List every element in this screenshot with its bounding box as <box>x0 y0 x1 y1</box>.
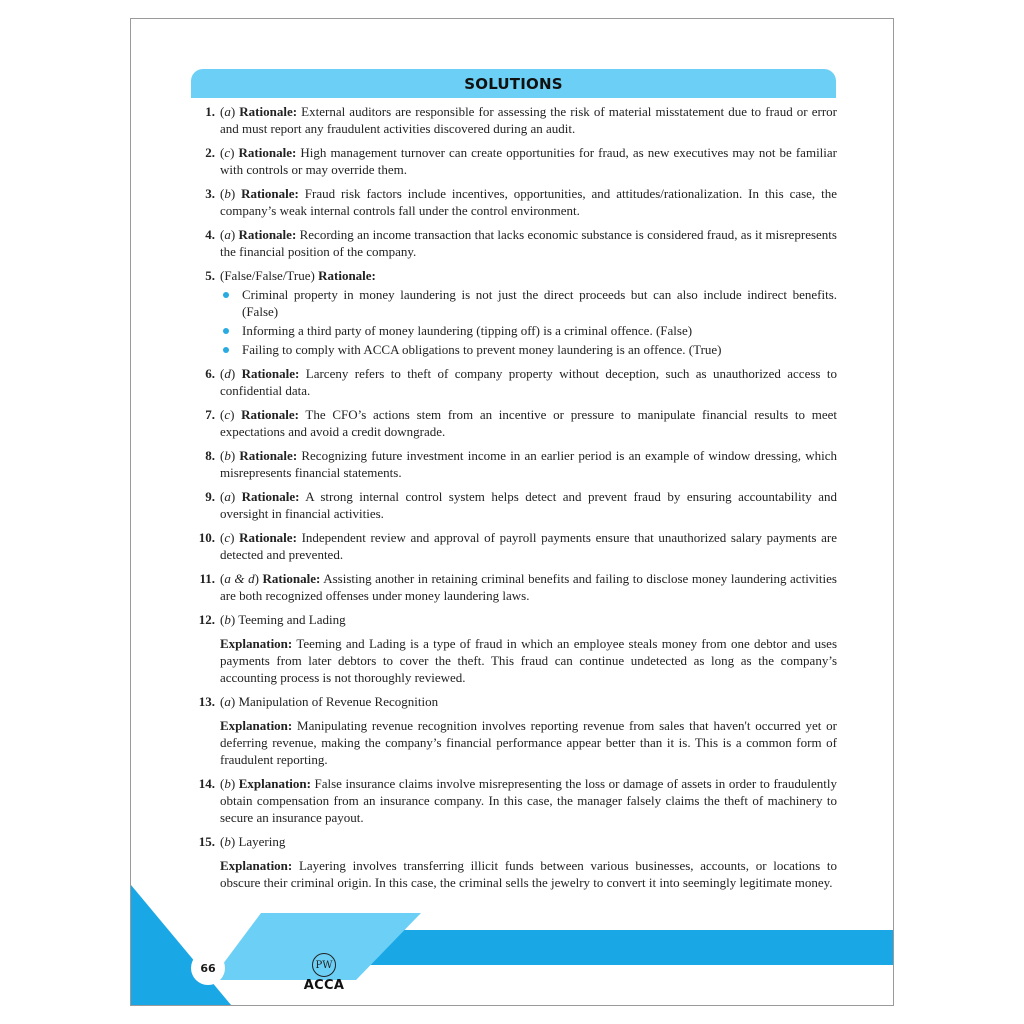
rationale-label: Rationale: <box>262 571 321 586</box>
bullet-dot-icon <box>223 347 229 353</box>
rationale-label: Rationale: <box>318 268 376 283</box>
answer-prefix: (False/False/True) <box>220 268 319 283</box>
answer-option: b <box>224 776 231 791</box>
acca-logo <box>301 953 347 993</box>
explanation-text: Teeming and Lading is a type of fraud in which an employee steals money from one debtor and uses payments from later debtors to cover the theft. This fraud can continue undetected as long as the company’s accounting process is not thoroughly reviewed. <box>220 636 837 685</box>
item-text: Teeming and Lading <box>235 612 346 627</box>
item-number: 2. <box>205 145 215 160</box>
explanation-text: Layering involves transferring illicit funds between various businesses, accounts, or locations to obscure their criminal origin. In this case, the criminal sells the jewelry to convert it into seemingly legitimate money. <box>220 858 837 890</box>
bullet-text: Informing a third party of money laundering (tipping off) is a criminal offence. (False) <box>242 323 693 338</box>
bullet-text: Criminal property in money laundering is not just the direct proceeds but can also include indirect benefits. (False) <box>242 287 837 319</box>
answer-option: c <box>224 530 231 545</box>
solution-item: 1. (a) Rationale: External auditors are responsible for assessing the risk of material misstatement due to fraud or error and must report any fraudulent activities discovered during an audit. <box>131 103 894 137</box>
item-number: 13. <box>198 694 215 709</box>
bullet-text: Failing to comply with ACCA obligations to prevent money laundering is an offence. (True) <box>242 342 722 357</box>
answer-option: b <box>224 612 231 627</box>
bullet-item <box>220 286 837 320</box>
footer-title-band <box>361 930 894 965</box>
item-number: 10. <box>198 530 215 545</box>
pw-logo-icon: PW <box>312 953 336 977</box>
item-text: False insurance claims involve misrepresenting the loss or damage of assets in order to fraudulently obtain compensation from an insurance company. In this case, the manager falsely claims the theft of machinery to secure an insurance payout. <box>220 776 837 825</box>
item-text: Independent review and approval of payroll payments ensure that unauthorized salary payments are detected and prevented. <box>220 530 837 562</box>
item-number: 1. <box>205 104 215 119</box>
item-text: A strong internal control system helps detect and prevent fraud by ensuring accountability and oversight in financial activities. <box>220 489 837 521</box>
item-number: 6. <box>205 366 215 381</box>
rationale-label: Rationale: <box>241 407 299 422</box>
bullet-item <box>220 341 837 358</box>
answer-option: a <box>224 694 231 709</box>
item-number: 15. <box>198 834 215 849</box>
item-number: 4. <box>205 227 215 242</box>
solution-item: 14. (b) Explanation: False insurance claims involve misrepresenting the loss or damage of assets in order to fraudulently obtain compensation from an insurance company. In this case, the manager falsely claims the theft of machinery to secure an insurance payout. <box>131 775 894 826</box>
item-text: Layering <box>235 834 286 849</box>
item-number: 12. <box>198 612 215 627</box>
answer-option: a <box>224 227 231 242</box>
item-text: Fraud risk factors include incentives, opportunities, and attitudes/rationalization. In this case, the company’s weak internal controls fall under the control environment. <box>220 186 837 218</box>
solution-item: 6. (d) Rationale: Larceny refers to theft of company property without deception, such as unauthorized access to confidential data. <box>131 365 894 399</box>
explanation-label: Explanation: <box>220 718 293 733</box>
answer-option: c <box>224 407 231 422</box>
explanation <box>220 635 837 686</box>
rationale-label: Rationale: <box>241 366 300 381</box>
bullet-dot-icon <box>223 292 229 298</box>
header-title: SOLUTIONS <box>464 74 563 93</box>
rationale-label: Rationale: <box>239 104 298 119</box>
item-text: Recording an income transaction that lacks economic substance is considered fraud, as it misrepresents the financial position of the company. <box>220 227 837 259</box>
solution-item <box>131 267 894 358</box>
answer-option: b <box>224 448 231 463</box>
solution-item: 12. (b) Teeming and Lading Explanation: Teeming and Lading is a type of fraud in which an employee steals money from one debtor and uses payments from later debtors to cover the theft. This fraud can continue undetected as long as the company’s accounting process is not thoroughly reviewed. <box>131 611 894 686</box>
item-text: Larceny refers to theft of company property without deception, such as unauthorized access to confidential data. <box>220 366 837 398</box>
item-number: 3. <box>205 186 215 201</box>
solution-item: 4. (a) Rationale: Recording an income transaction that lacks economic substance is considered fraud, as it misrepresents the financial position of the company. <box>131 226 894 260</box>
rationale-label: Rationale: <box>241 186 299 201</box>
answer-option: d <box>224 366 231 381</box>
rationale-label: Rationale: <box>239 530 297 545</box>
solution-item: 3. (b) Rationale: Fraud risk factors include incentives, opportunities, and attitudes/rationalization. In this case, the company’s weak internal controls fall under the control environment. <box>131 185 894 219</box>
solution-item: 9. (a) Rationale: A strong internal control system helps detect and prevent fraud by ensuring accountability and oversight in financial activities. <box>131 488 894 522</box>
answer-option: a <box>224 489 231 504</box>
item-text: External auditors are responsible for assessing the risk of material misstatement due to fraud or error and must report any fraudulent activities discovered during an audit. <box>220 104 837 136</box>
item-number: 9. <box>205 489 215 504</box>
rationale-label: Rationale: <box>239 448 298 463</box>
logo-text: ACCA <box>303 978 345 993</box>
rationale-label: Rationale: <box>238 145 297 160</box>
solution-item: 8. (b) Rationale: Recognizing future investment income in an earlier period is an example of window dressing, which misrepresents financial statements. <box>131 447 894 481</box>
page-number: 66 <box>191 951 225 985</box>
item-text: High management turnover can create opportunities for fraud, as new executives may not be familiar with controls or may override them. <box>220 145 837 177</box>
bullet-item <box>220 322 837 339</box>
answer-option: c <box>224 145 231 160</box>
solution-item: 11. (a & d) Rationale: Assisting another in retaining criminal benefits and failing to disclose money laundering activities are both recognized offenses under money laundering laws. <box>131 570 894 604</box>
item-number: 11. <box>199 571 215 586</box>
solution-item: 13. (a) Manipulation of Revenue Recognition Explanation: Manipulating revenue recognition involves reporting revenue from sales that haven't occurred yet or deferring revenue, making the company’s financial performance appear better than it is. This is a common form of fraudulent reporting. <box>131 693 894 768</box>
answer-option: a & d <box>224 571 255 586</box>
rationale-label: Rationale: <box>241 489 300 504</box>
solution-item: 15. (b) Layering Explanation: Layering involves transferring illicit funds between various businesses, accounts, or locations to obscure their criminal origin. In this case, the criminal sells the jewelry to convert it into seemingly legitimate money. <box>131 833 894 891</box>
item-text: The CFO’s actions stem from an incentive or pressure to manipulate financial results to meet expectations and avoid a credit downgrade. <box>220 407 837 439</box>
bullet-dot-icon <box>223 328 229 334</box>
solution-item: 7. (c) Rationale: The CFO’s actions stem from an incentive or pressure to manipulate financial results to meet expectations and avoid a credit downgrade. <box>131 406 894 440</box>
rationale-label: Rationale: <box>238 227 297 242</box>
explanation-text: Manipulating revenue recognition involves reporting revenue from sales that haven't occurred yet or deferring revenue, making the company’s financial performance appear better than it is. This is a common form of fraudulent reporting. <box>220 718 837 767</box>
solution-item: 10. (c) Rationale: Independent review and approval of payroll payments ensure that unauthorized salary payments are detected and prevented. <box>131 529 894 563</box>
solutions-list <box>131 103 894 898</box>
answer-option: a <box>224 104 231 119</box>
answer-option: b <box>224 834 231 849</box>
item-number: 7. <box>205 407 215 422</box>
solution-item: 2. (c) Rationale: High management turnover can create opportunities for fraud, as new executives may not be familiar with controls or may override them. <box>131 144 894 178</box>
explanation-label: Explanation: <box>220 636 293 651</box>
item-number: 14. <box>198 776 215 791</box>
item-number: 5. <box>205 268 215 283</box>
item-text: Recognizing future investment income in an earlier period is an example of window dressing, which misrepresents financial statements. <box>220 448 837 480</box>
item-number: 8. <box>205 448 215 463</box>
explanation <box>220 717 837 768</box>
answer-option: b <box>224 186 231 201</box>
footer-title: Business and Technology (Question Bank) <box>600 973 833 988</box>
item-text: Assisting another in retaining criminal benefits and failing to disclose money laundering activities are both recognized offenses under money laundering laws. <box>220 571 837 603</box>
explanation-label: Explanation: <box>220 858 293 873</box>
solutions-header <box>191 69 836 98</box>
page <box>130 18 894 1006</box>
explanation-label: Explanation: <box>238 776 311 791</box>
item-text: Manipulation of Revenue Recognition <box>235 694 439 709</box>
